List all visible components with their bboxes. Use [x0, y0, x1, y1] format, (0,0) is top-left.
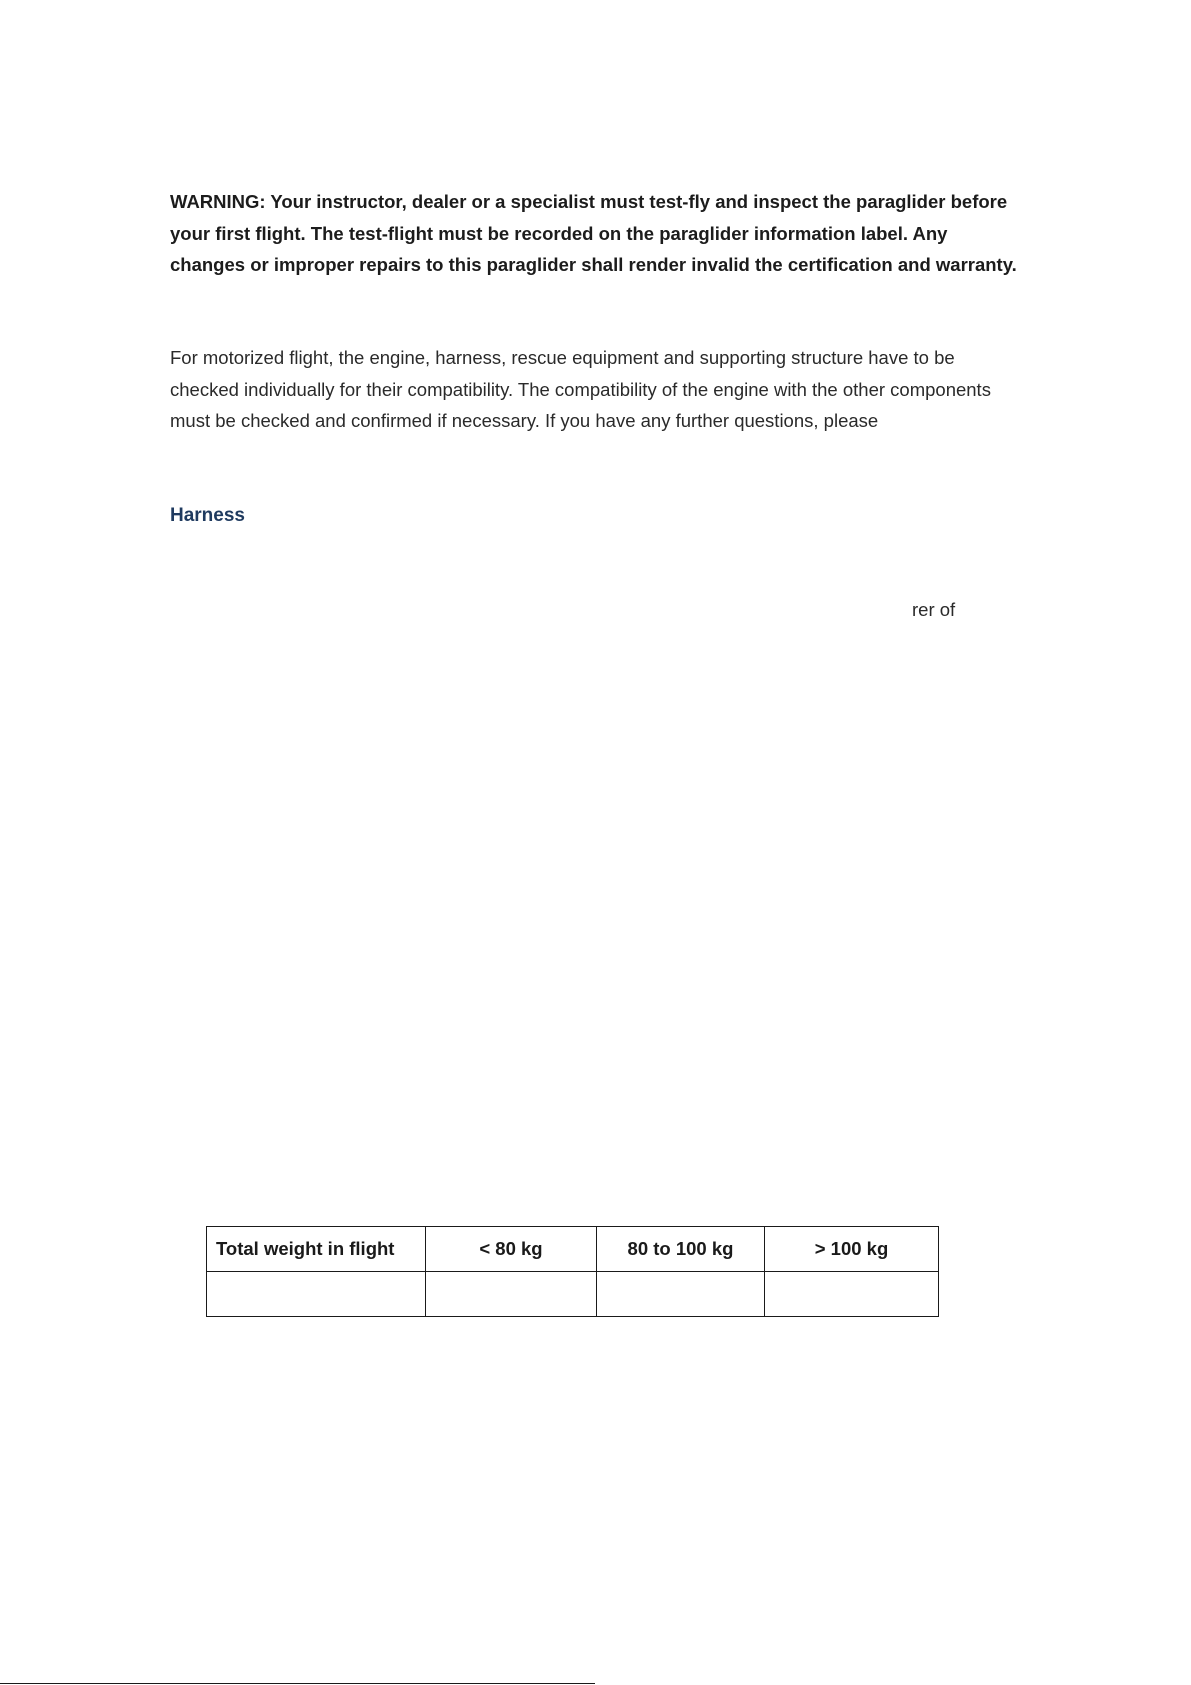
warning-label: WARNING: [170, 191, 260, 212]
table-cell: [765, 1272, 939, 1317]
weight-table: [206, 1226, 939, 1317]
table-cell: [426, 1272, 597, 1317]
header-under-80: < 80 kg: [426, 1227, 597, 1272]
warning-text: : Your instructor, dealer or a specialist must test-fly and inspect the paraglider before your first flight. The test-flight must be recorded on the paraglider information label. Any changes or improper repairs to this paraglider shall render invalid the certification and warranty.: [170, 191, 1017, 275]
weight-table-header-row: [207, 1227, 939, 1272]
harness-heading: Harness: [170, 505, 245, 526]
motorized-flight-paragraph: For motorized flight, the engine, harness, rescue equipment and supporting structure have to be checked individually for their compatibility. The compatibility of the engine with the other components must be checked and confirmed if necessary. If you have any further questions, please: [170, 347, 991, 431]
header-total-weight: Total weight in flight: [207, 1227, 426, 1272]
footnote-divider: [0, 1683, 595, 1684]
header-over-100: > 100 kg: [765, 1227, 939, 1272]
header-80-to-100: 80 to 100 kg: [597, 1227, 765, 1272]
table-cell: [597, 1272, 765, 1317]
table-cell: [207, 1272, 426, 1317]
warning-paragraph: [170, 186, 1020, 281]
harness-text-fragment: rer of: [912, 599, 956, 620]
weight-table-row: [207, 1272, 939, 1317]
